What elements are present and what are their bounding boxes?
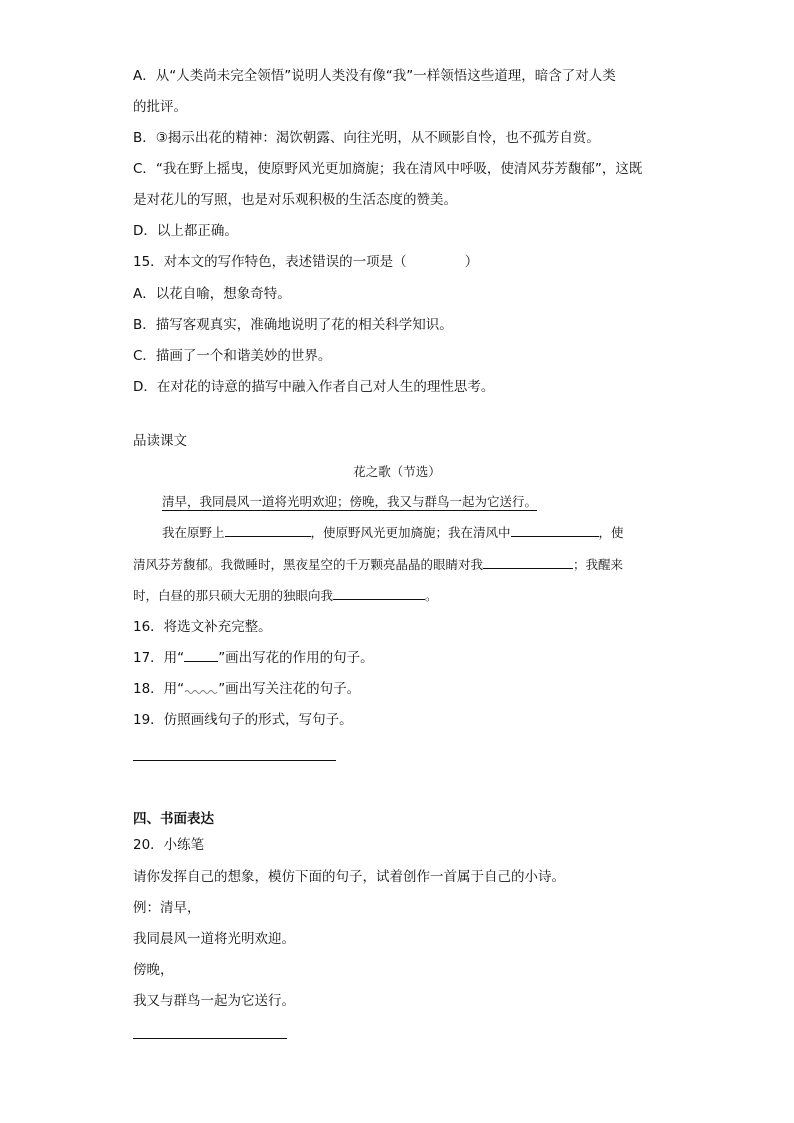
q17-text-b: ”画出写花的作用的句子。 — [218, 650, 374, 666]
passage-text: 时，白昼的那只硕大无朋的独眼向我 — [133, 588, 334, 603]
underlined-sentence: 清早，我同晨风一道将光明欢迎；傍晚，我又与群鸟一起为它送行。 — [162, 494, 538, 509]
q14-option-d: D．以上都正确。 — [133, 223, 238, 239]
straight-underline-sample — [184, 651, 218, 662]
q17-text-a: 17．用“ — [133, 650, 185, 666]
q15-stem-end: ） — [464, 254, 479, 270]
q15-option-a: A．以花自喻，想象奇特。 — [133, 286, 291, 302]
fill-blank-3[interactable] — [483, 556, 573, 569]
fill-blank-1[interactable] — [225, 524, 311, 537]
fill-blank-2[interactable] — [511, 524, 599, 537]
passage-title: 花之歌（节选） — [353, 464, 441, 479]
passage-line-3 — [133, 556, 623, 574]
passage-line-1 — [162, 493, 537, 511]
passage-line-2 — [162, 524, 624, 542]
q16: 16．将选文补充完整。 — [133, 619, 272, 635]
passage-text: ，使 — [598, 525, 624, 540]
q19: 19．仿照画线句子的形式，写句子。 — [133, 712, 353, 728]
reading-heading: 品读课文 — [133, 433, 187, 449]
q15-stem — [133, 253, 478, 271]
q17 — [133, 649, 374, 667]
passage-text: ，使原野风光更加旖旎；我在清风中 — [310, 525, 511, 540]
q15-option-b: B．描写客观真实，准确地说明了花的相关科学知识。 — [133, 317, 453, 333]
q14-option-a-line1: A．从“人类尚未完全领悟”说明人类没有像“我”一样领悟这些道理，暗含了对人类 — [133, 68, 616, 84]
fill-blank-4[interactable] — [333, 587, 425, 600]
answer-line-q19[interactable] — [133, 760, 336, 761]
q15-option-d: D．在对花的诗意的描写中融入作者自己对人生的理性思考。 — [133, 379, 495, 395]
example-line-1: 例：清早， — [133, 900, 201, 916]
passage-text: 我在原野上 — [162, 525, 225, 540]
q20-instruction: 请你发挥自己的想象，模仿下面的句子，试着创作一首属于自己的小诗。 — [133, 869, 565, 885]
q18-text-b: ”画出写关注花的句子。 — [218, 681, 361, 697]
passage-line-4 — [133, 587, 438, 605]
q14-option-c-line1: C．“我在野上摇曳，使原野风光更加旖旎；我在清风中呼吸，使清风芬芳馥郁”，这既 — [133, 161, 643, 177]
wavy-underline-sample — [184, 684, 218, 694]
example-line-4: 我又与群鸟一起为它送行。 — [133, 993, 295, 1009]
q18-text-a: 18．用“ — [133, 681, 185, 697]
q14-option-a-line2: 的批评。 — [133, 99, 187, 115]
passage-text: ；我醒来 — [573, 557, 624, 572]
q14-option-b: B．③揭示出花的精神：渴饮朝露、向往光明，从不顾影自怜，也不孤芳自赏。 — [133, 130, 600, 146]
q18 — [133, 680, 360, 698]
q15-option-c: C．描画了一个和谐美妙的世界。 — [133, 348, 332, 364]
q15-stem-text: 15．对本文的写作特色，表述错误的一项是（ — [133, 254, 407, 270]
answer-line-q20[interactable] — [133, 1038, 287, 1039]
example-line-3: 傍晚， — [133, 962, 174, 978]
q20: 20．小练笔 — [133, 837, 205, 853]
section-heading: 四、书面表达 — [133, 811, 214, 827]
passage-text: 。 — [425, 588, 438, 603]
example-line-2: 我同晨风一道将光明欢迎。 — [133, 931, 295, 947]
passage-text: 清风芬芳馥郁。我微睡时，黑夜星空的千万颗亮晶晶的眼睛对我 — [133, 557, 484, 572]
q14-option-c-line2: 是对花儿的写照，也是对乐观积极的生活态度的赞美。 — [133, 192, 457, 208]
